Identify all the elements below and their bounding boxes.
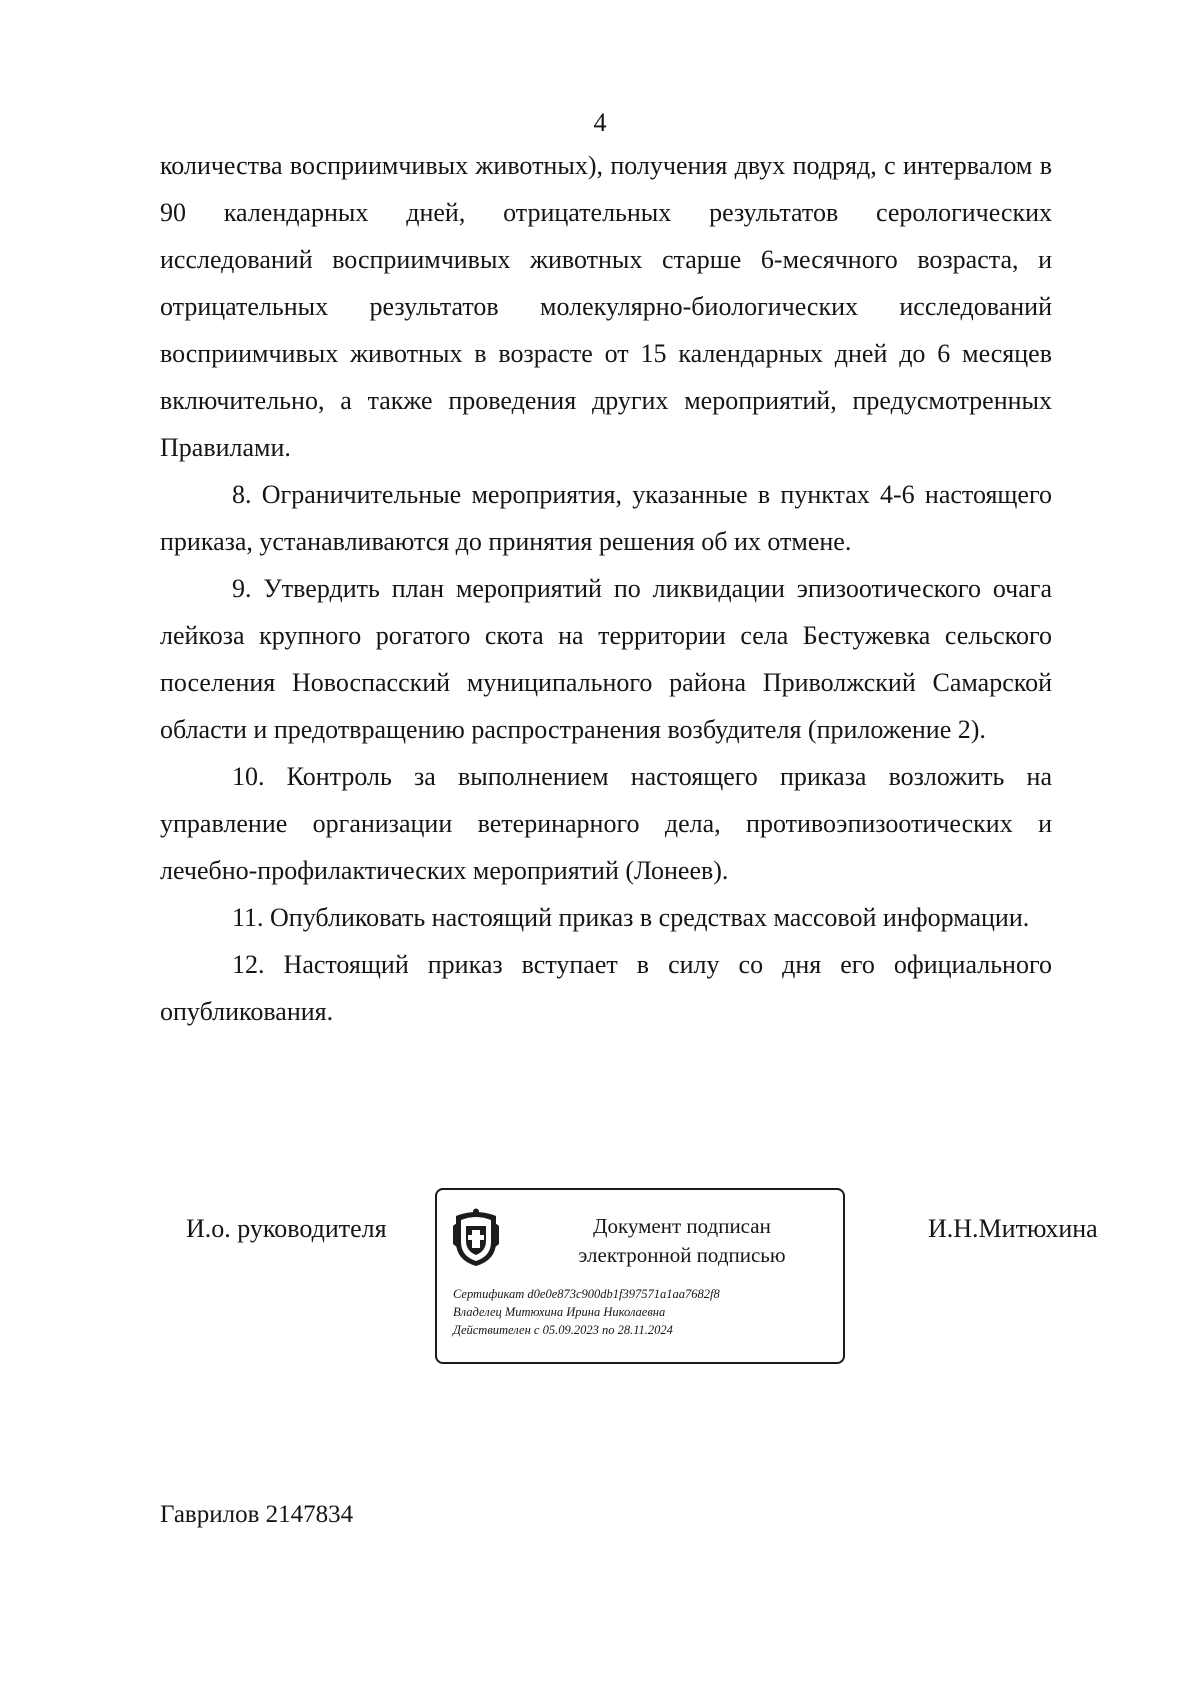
paragraph-item-12: 12. Настоящий приказ вступает в силу со дня его официального опубликования.: [160, 950, 1052, 1026]
stamp-certificate: Сертификат d0e0e873c900db1f397571a1aa7682f8: [453, 1287, 720, 1301]
electronic-signature-stamp: [435, 1188, 845, 1364]
author-line: Гаврилов 2147834: [160, 1501, 354, 1528]
page-number: 4: [593, 108, 607, 137]
stamp-title-line1: Документ подписан: [593, 1214, 771, 1238]
paragraph-item-10: 10. Контроль за выполнением настоящего приказа возложить на управление организации ветеринарного дела, противоэпизоотических и лечебно-профилактических мероприятий (Лонеев).: [160, 762, 1052, 885]
coat-of-arms-icon: [452, 1208, 500, 1268]
signer-name: И.Н.Митюхина: [928, 1214, 1098, 1243]
stamp-details: [453, 1285, 833, 1339]
stamp-title: [555, 1212, 809, 1270]
stamp-title-line2: электронной подписью: [578, 1243, 786, 1267]
paragraph-continuation: количества восприимчивых животных), получения двух подряд, с интервалом в 90 календарных дней, отрицательных результатов серологических исследований восприимчивых животных старше 6-месячного возраста, и отрицательных результатов молекулярно-биологических исследований восприимчивых животных в возрасте от 15 календарных дней до 6 месяцев включительно, а также проведения других мероприятий, предусмотренных Правилами.: [160, 151, 1052, 462]
paragraph-item-8: 8. Ограничительные мероприятия, указанные в пунктах 4-6 настоящего приказа, устанавливаются до принятия решения об их отмене.: [160, 480, 1052, 556]
stamp-owner: Владелец Митюхина Ирина Николаевна: [453, 1305, 666, 1319]
paragraph-item-11: 11. Опубликовать настоящий приказ в средствах массовой информации.: [232, 903, 1030, 932]
paragraph-item-9: 9. Утвердить план мероприятий по ликвидации эпизоотического очага лейкоза крупного рогатого скота на территории села Бестужевка сельского поселения Новоспасский муниципального района Приволжский Самарской области и предотвращению распространения возбудителя (приложение 2).: [160, 574, 1052, 744]
signer-position: И.о. руководителя: [186, 1214, 387, 1243]
stamp-validity: Действителен с 05.09.2023 по 28.11.2024: [453, 1323, 673, 1337]
document-body: [160, 142, 1052, 1035]
